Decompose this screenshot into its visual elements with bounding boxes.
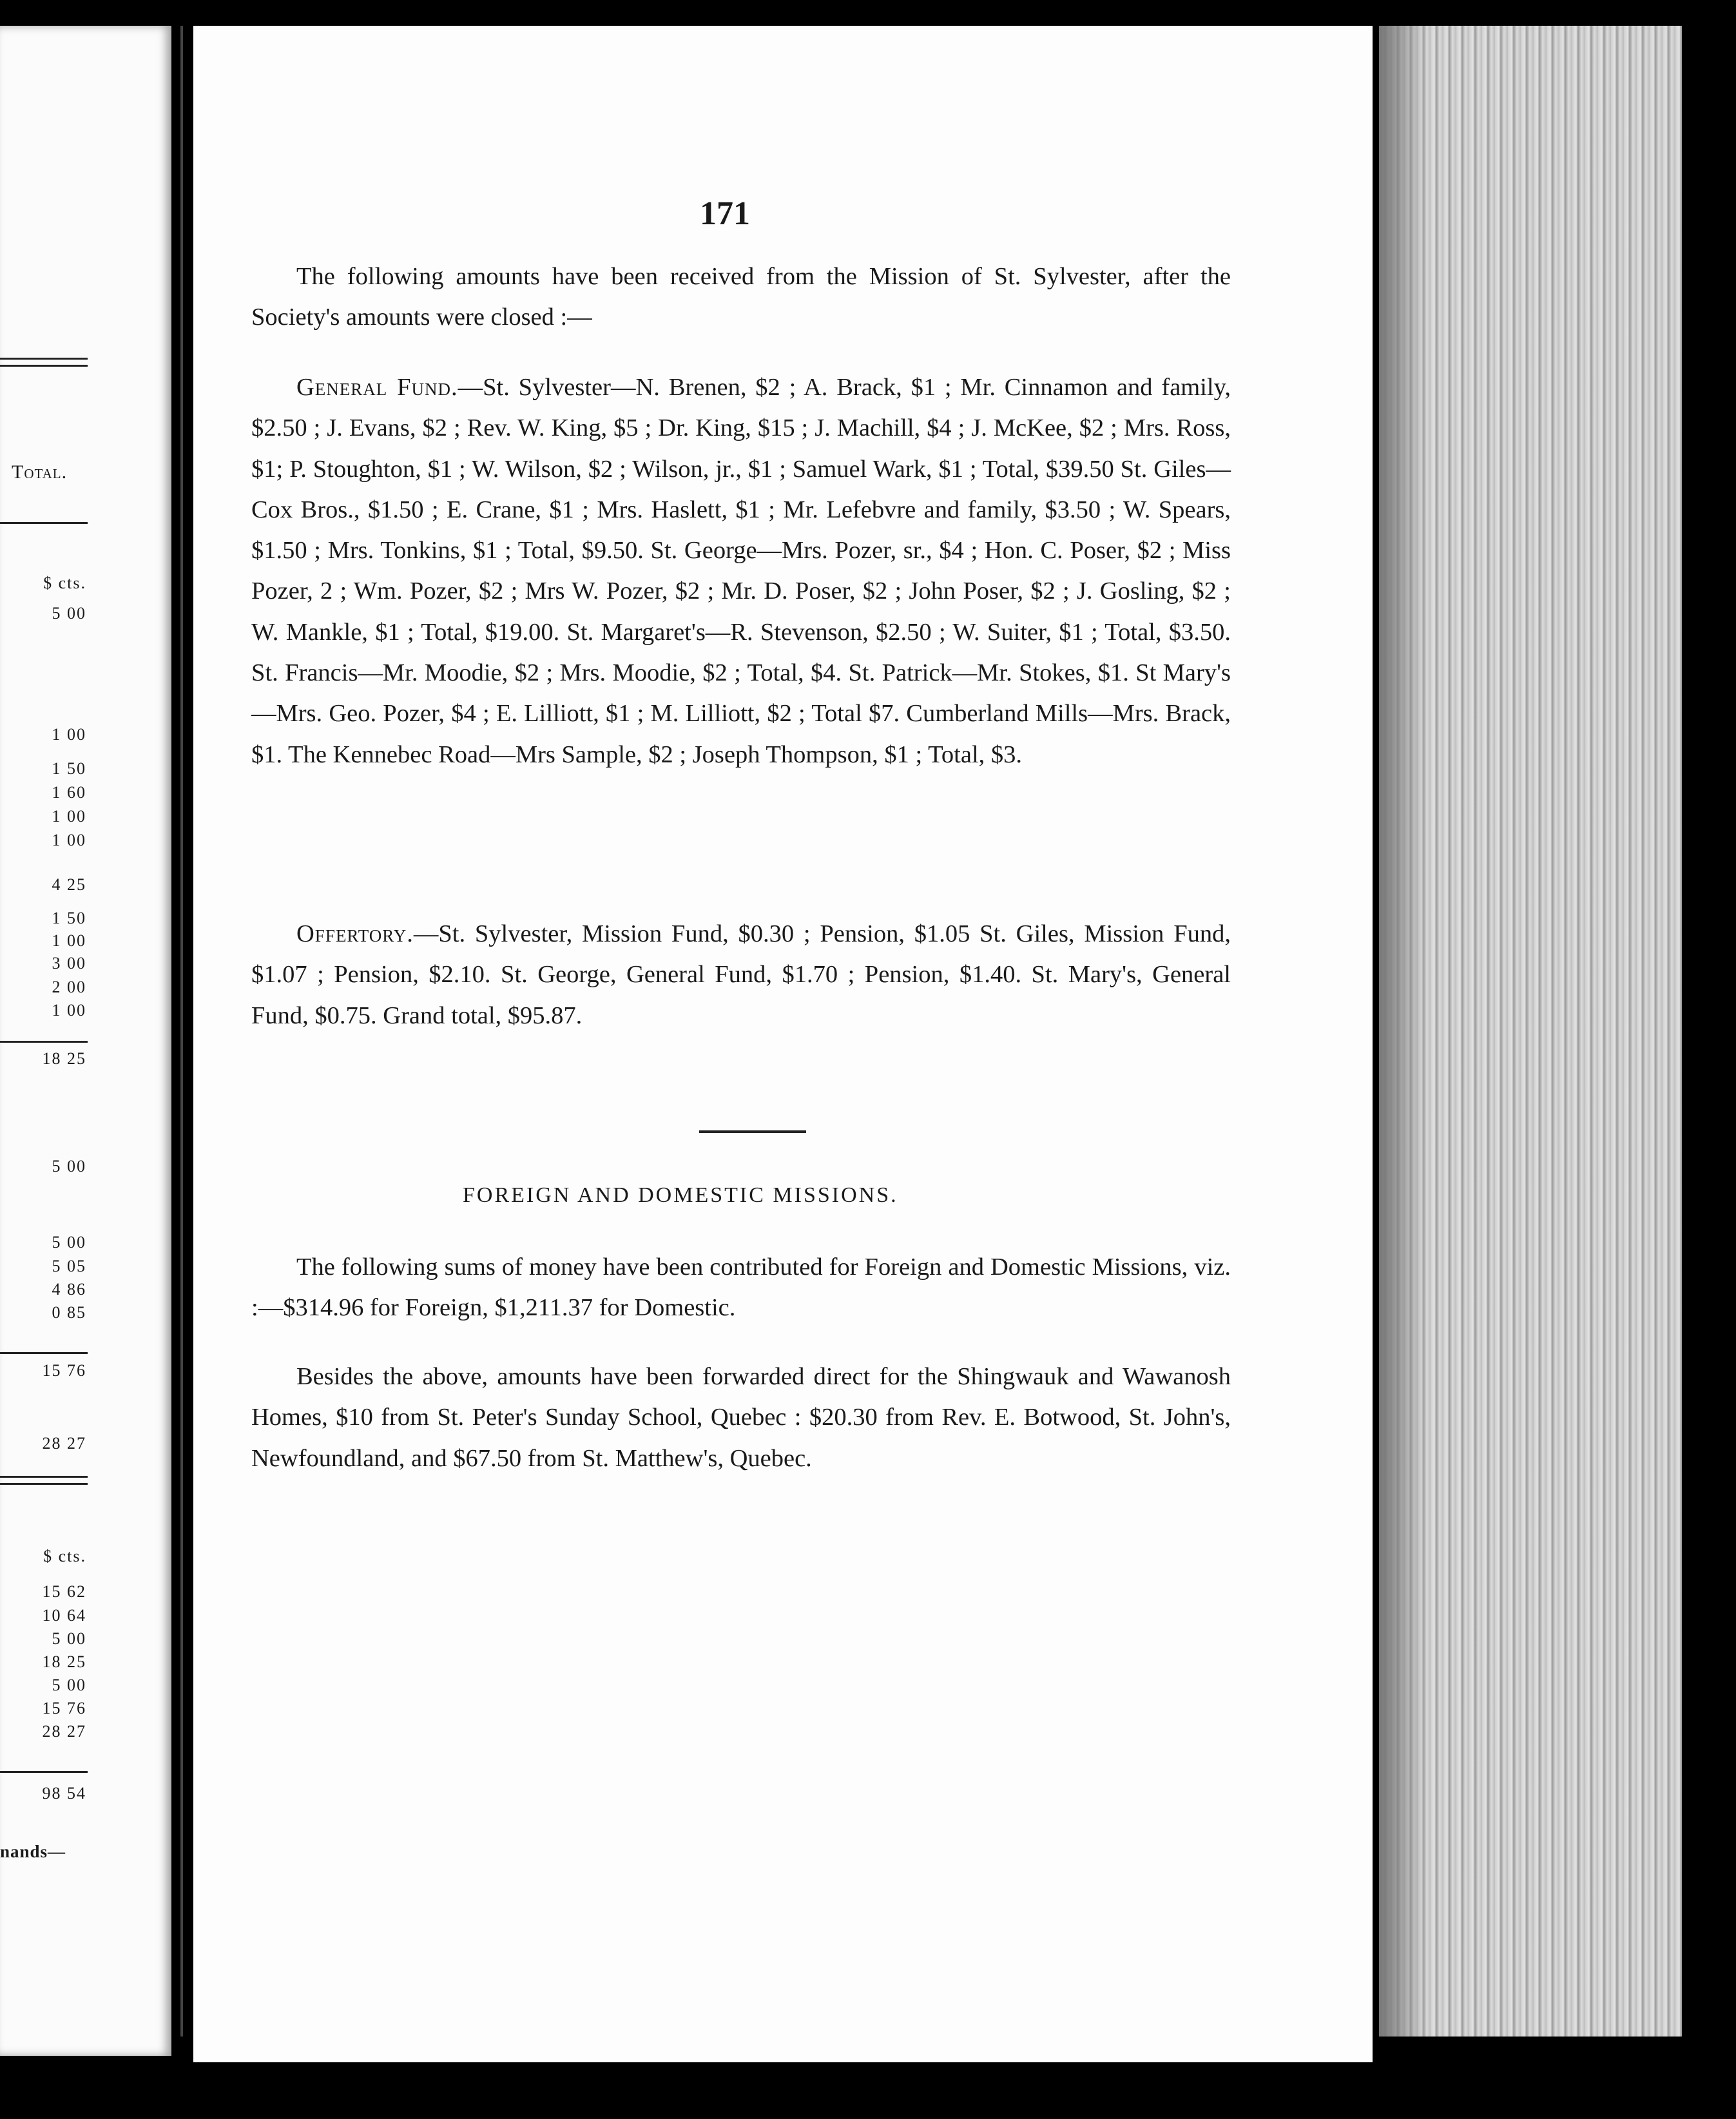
foreign-missions-paragraph: The following sums of money have been contributed for Foreign and Domestic Missions, viz. :—$314.96 for Foreign, $1,211.37 for Domestic. (251, 1253, 1231, 1322)
edge-shade (1379, 26, 1424, 2037)
left-page-rule (0, 522, 88, 524)
left-amount: 1 00 (52, 725, 86, 744)
left-page-rule (0, 1476, 88, 1485)
left-page-rule (0, 1352, 88, 1354)
left-amount: 1 60 (52, 783, 86, 802)
left-amount: 10 64 (42, 1606, 86, 1625)
section-divider (699, 1130, 806, 1133)
left-amount: 15 76 (42, 1699, 86, 1717)
left-amount: 5 00 (52, 1157, 86, 1176)
book-page-edges (1379, 26, 1682, 2037)
left-amount: 15 76 (42, 1361, 86, 1380)
left-amount: 5 00 (52, 604, 86, 623)
left-page-rule (0, 1771, 88, 1773)
left-total-label: Total. (12, 461, 68, 483)
left-amount: 5 00 (52, 1629, 86, 1648)
left-amount: 5 05 (52, 1257, 86, 1275)
left-amount: 1 00 (52, 831, 86, 849)
left-page-rule (0, 358, 88, 367)
left-amount: 2 00 (52, 978, 86, 996)
left-dollar-cts-header: $ cts. (43, 1547, 86, 1565)
left-amount: 28 27 (42, 1722, 86, 1741)
offertory-label: Offertory. (296, 920, 414, 947)
section-heading: FOREIGN AND DOMESTIC MISSIONS. (463, 1183, 898, 1207)
left-amount: 0 85 (52, 1303, 86, 1322)
intro-paragraph: The following amounts have been received from the Mission of St. Sylvester, after the Society's amounts were closed :— (251, 263, 1231, 331)
offertory-text: —St. Sylvester, Mission Fund, $0.30 ; Pension, $1.05 St. Giles, Mission Fund, $1.07 ; Pension, $2.10. St. George, General Fund, $1.70 ; Pension, $1.40. St. Mary's, General Fund, $0.75. Grand total, $95.87. (251, 920, 1231, 1029)
left-amount: 1 00 (52, 931, 86, 950)
left-amount: 18 25 (42, 1049, 86, 1068)
general-fund-paragraph (251, 367, 1231, 775)
left-amount: 98 54 (42, 1784, 86, 1803)
left-amount: 3 00 (52, 954, 86, 972)
besides-paragraph: Besides the above, amounts have been forwarded direct for the Shingwauk and Wawanosh Homes, $10 from St. Peter's Sunday School, Quebec : $20.30 from Rev. E. Botwood, St. John's, Newfoundland, and $67.50 from St. Matthew's, Quebec. (251, 1363, 1231, 1472)
left-amount: 1 00 (52, 1001, 86, 1020)
left-amount: 28 27 (42, 1434, 86, 1453)
left-dollar-cts-header: $ cts. (43, 574, 86, 592)
page-number: 171 (700, 195, 750, 232)
left-amount: 15 62 (42, 1582, 86, 1601)
left-amount: 18 25 (42, 1652, 86, 1671)
general-fund-label: General Fund. (296, 374, 458, 401)
general-fund-text: —St. Sylvester—N. Brenen, $2 ; A. Brack, $1 ; Mr. Cinnamon and family, $2.50 ; J. Evans, $2 ; Rev. W. King, $5 ; Dr. King, $15 ; J. Machill, $4 ; J. McKee, $2 ; Mrs. Ross, $1; P. Stoughton, $1 ; W. Wilson, $2 ; Wilson, jr., $1 ; Samuel Wark, $1 ; Total, $39.50 St. Giles—Cox Bros., $1.50 ; E. Crane, $1 ; Mrs. Haslett, $1 ; Mr. Lefebvre and family, $3.50 ; W. Spears, $1.50 ; Mrs. Tonkins, $1 ; Total, $9.50. St. George—Mrs. Pozer, sr., $4 ; Hon. C. Poser, $2 ; Miss Pozer, 2 ; Wm. Pozer, $2 ; Mrs W. Pozer, $2 ; Mr. D. Poser, $2 ; John Poser, $2 ; J. Gosling, $2 ; W. Mankle, $1 ; Total, $19.00. St. Margaret's—R. Stevenson, $2.50 ; W. Suiter, $1 ; Total, $3.50. St. Francis—Mr. Moodie, $2 ; Mrs. Moodie, $2 ; Total, $4. St. Patrick—Mr. Stokes, $1. St Mary's—Mrs. Geo. Pozer, $4 ; E. Lilliott, $1 ; M. Lilliott, $2 ; Total $7. Cumberland Mills—Mrs. Brack, $1. The Kennebec Road—Mrs Sample, $2 ; Joseph Thompson, $1 ; Total, $3. (251, 374, 1231, 768)
left-amount: 1 00 (52, 807, 86, 826)
left-page-rule (0, 1041, 88, 1043)
left-amount: 5 00 (52, 1676, 86, 1694)
spine-gutter (180, 26, 183, 2037)
left-page-fragment (0, 26, 171, 2056)
left-amount: 4 25 (52, 875, 86, 894)
offertory-paragraph (251, 914, 1231, 1036)
left-amount: 1 50 (52, 909, 86, 927)
left-bottom-fragment: nands— (0, 1842, 66, 1861)
left-amount: 1 50 (52, 759, 86, 778)
left-amount: 4 86 (52, 1280, 86, 1299)
left-amount: 5 00 (52, 1233, 86, 1252)
